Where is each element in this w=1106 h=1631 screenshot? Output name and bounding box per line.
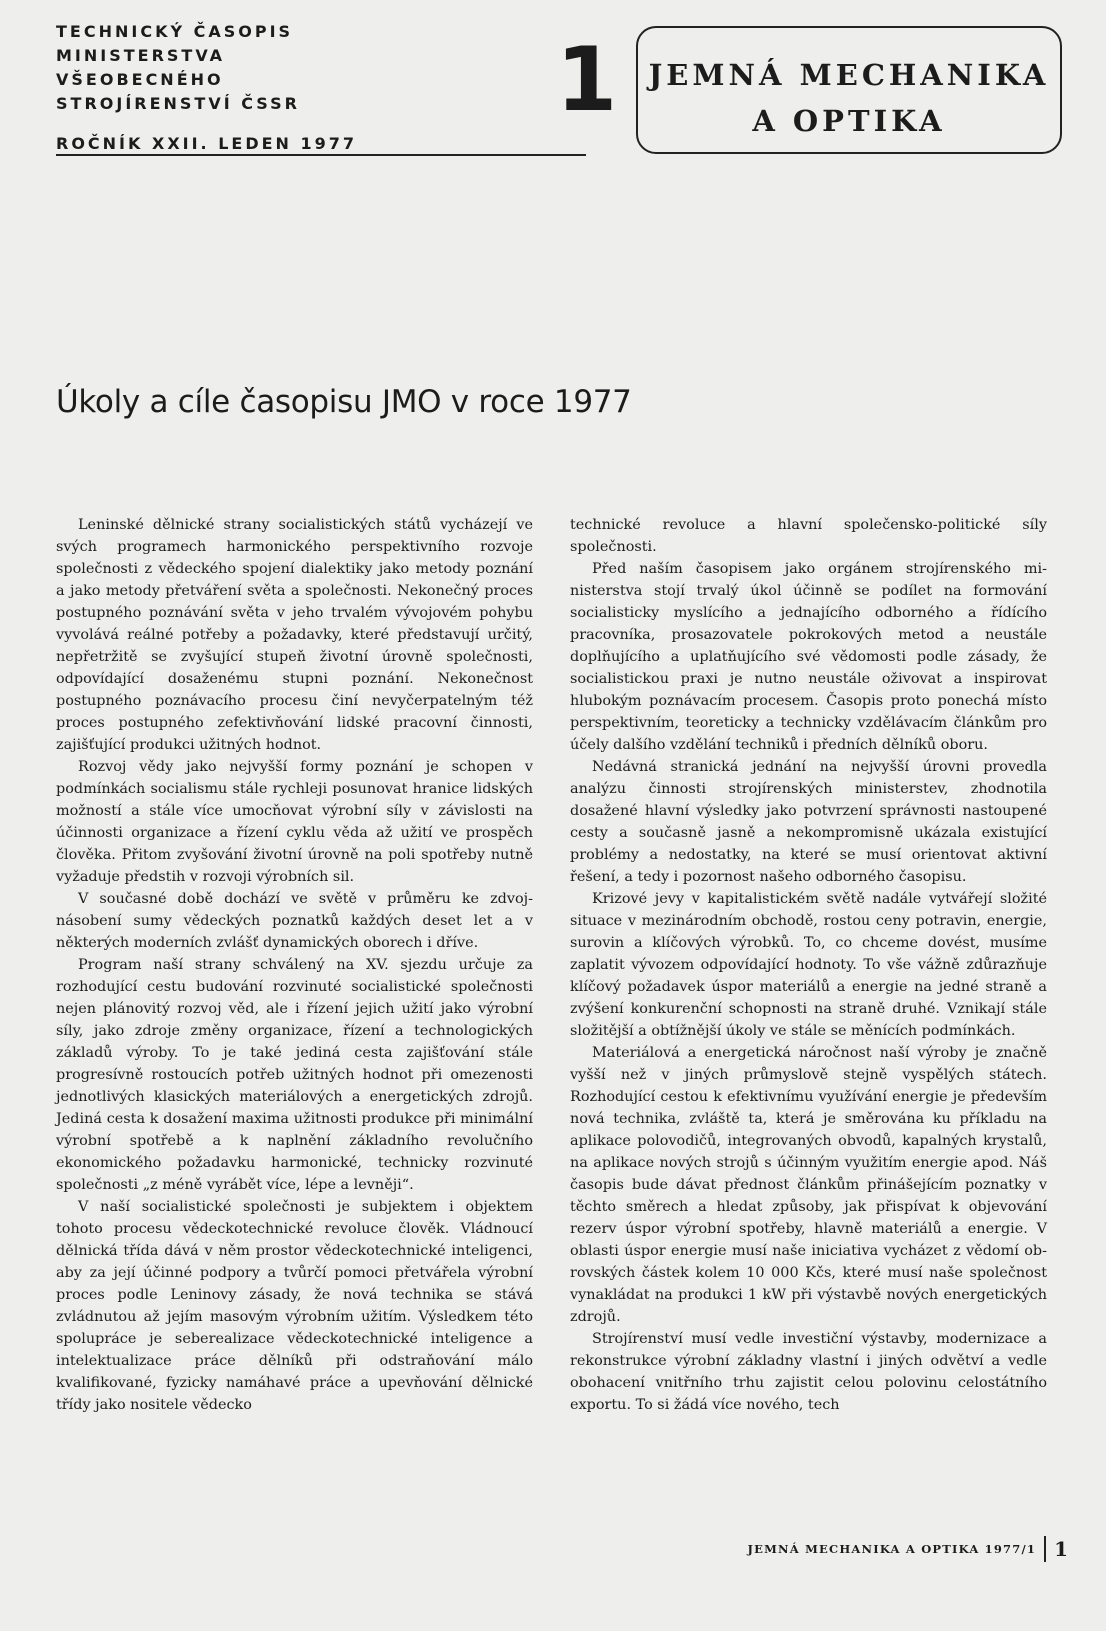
running-title: JEMNÁ MECHANIKA A OPTIKA 1977/1 bbox=[747, 1542, 1037, 1556]
paragraph: Nedávná stranická jednání na nejvyšší úrovni provedla analýzu činnosti strojírenských ministerstev, zhodnotila dosažené hlavní výsledky jako potvrzení správnosti nastoupené cesty a současně jasně a nekompromisně ukázala existující problémy a nedostatky, na které se musí orientovat aktivní řešení, a tedy i pozornost našeho odborného časopisu. bbox=[570, 759, 1047, 885]
paragraph: Program naší strany schválený na XV. sjezdu určuje za rozhodující cestu budování rozvinuté socialistické společnosti nejen plánovitý rozvoj věd, ale i řízení jejich užití jako výrobní síly, jako zdroje změny organizace, řízení a technologických základů výroby. To je také jediná cesta zajišťování stále progresívně rostoucích potřeb užitných hodnot při omezenosti jednotlivých klasických materiálových a energetických zdrojů. Jediná cesta k dosažení maxima užitnosti produkce při minimální výrobní spotřebě a k naplnění základního revolučního ekonomického požadavku harmonické, technicky rozvinuté společnosti „z méně vyrábět více, lépe a levněji“. bbox=[56, 957, 533, 1193]
article-title: Úkoly a cíle časopisu JMO v roce 1977 bbox=[56, 384, 632, 420]
volume-date: ROČNÍK XXII. LEDEN 1977 bbox=[56, 134, 358, 153]
left-column bbox=[56, 514, 533, 1416]
paragraph: Strojírenství musí vedle investiční výstavby, modernizace a rekonstrukce výrobní základny vlastní i jiných odvětví a vedle obohacení vnitřního trhu zajistit celou polovinu celostátního exportu. To si žádá více nového, tech bbox=[570, 1331, 1047, 1413]
page-number: 1 bbox=[1054, 1537, 1068, 1561]
right-column bbox=[570, 514, 1047, 1416]
paragraph: Leninské dělnické strany socialistických států vycházejí ve svých programech harmonického perspektivního rozvoje společnosti z vědeckého spojení dialektiky jako metody poznání a jako metody přetváření světa a společnosti. Nekonečný proces postupného poznávání světa v jeho trvalém vývojovém pohybu vyvolává reálné potřeby a požadavky, které představují určitý, nepřetržitě se zvyšující stupeň životní úrovně společnosti, odpovídající dosaženému stupni poznání. Nekonečnost postupného poznávacího procesu činí nevyčerpatelným též proces postupného zefektivňování lidské pracovní činnosti, zajišťující produkci užitných hodnot. bbox=[56, 517, 533, 753]
paragraph: technické revoluce a hlavní společensko-politické síly společnosti. bbox=[570, 517, 1047, 555]
journal-title-box bbox=[636, 26, 1062, 154]
paragraph: Rozvoj vědy jako nejvyšší formy poznání je schopen v podmínkách socialismu stále rychleji posunovat hranice lidských možností a stále více umocňovat výrobní síly v závislosti na účinnosti organizace a řízení cyklu věda až užití ve prospěch člověka. Přitom zvyšování životní úrovně na poli spotřeby nutně vyžaduje předstih v rozvoji výrobních sil. bbox=[56, 759, 533, 885]
paragraph: Materiálová a energetická náročnost naší výroby je značně vyšší než v jiných průmyslově stejně vyspělých státech. Rozhodující cestou k efektivnímu využívání energie je především nová technika, zvláště ta, která je směrována ku příkladu na aplikace polovodičů, integrovaných obvodů, kapalných krystalů, na aplikace nových strojů s účinným využitím energie apod. Náš časopis bude dávat přednost článkům přinášejícím poznatky v těchto směrech a hledat způsoby, jak přispívat k objevování rezerv úspor výrobní spotřeby, hlavně materiálů a energie. V oblasti úspor energie musí naše iniciativa vycházet z vědomí obrovských částek kolem 10 000 Kčs, které musí naše společnost vynakládat na produkci 1 kW při výstavbě nových energetických zdrojů. bbox=[570, 1045, 1047, 1325]
publisher-line: MINISTERSTVA VŠEOBECNÉHO bbox=[56, 46, 226, 89]
issue-number: 1 bbox=[556, 28, 618, 131]
header-rule bbox=[56, 154, 586, 156]
paragraph: Krizové jevy v kapitalistickém světě nadále vytvářejí složité situace v mezinárodním obchodě, rostou ceny potravin, energie, surovin a klíčových výrobků. To, co chceme dovést, musíme zaplatit vývozem odpovídající hodnoty. To vše vážně zdůrazňuje klíčový požadavek úspor materiálů a energie na jedné straně a zvýšení konkurenční schopnosti na straně druhé. Vznikají stále složitější a obtížnější úkoly ve stále se měnících podmínkách. bbox=[570, 891, 1047, 1039]
journal-title-line: JEMNÁ MECHANIKA bbox=[648, 58, 1050, 92]
paragraph: Před naším časopisem jako orgánem strojírenského ministerstva stojí trvalý úkol účinně se podílet na formování socialisticky myslícího a jednajícího odborného a řídícího pracovníka, prosazovatele pokrokových metod a neustále doplňujícího a uplatňujícího své vědomosti podle zásady, že socialistickou praxi je nutno neustále oživovat a inspirovat hlubokým poznávacím procesem. Časopis proto ponechá místo perspektivním, teoreticky a technicky vzdělávacím článkům pro účely dalšího vzdělání techniků i předních dělníků oboru. bbox=[570, 561, 1047, 753]
publisher-line: STROJÍRENSTVÍ ČSSR bbox=[56, 94, 300, 113]
journal-title-line: A OPTIKA bbox=[752, 104, 946, 138]
publisher-block bbox=[56, 20, 386, 156]
page-footer bbox=[748, 1536, 1068, 1562]
publisher-line: TECHNICKÝ ČASOPIS bbox=[56, 22, 294, 41]
paragraph: V naší socialistické společnosti je subjektem i objektem tohoto procesu vědeckotechnické revoluce člověk. Vládnoucí dělnická třída dává v něm prostor vědeckotechnické inteligenci, aby za její účinné podpory a tvůrčí pomoci přetvářela výrobní proces podle Leninovy zásady, že nová technika se stává zvládnutou až jejím masovým výrobním užitím. Výsledkem této spolupráce je seberealizace vědeckotechnické inteligence a intelektualizace práce dělníků při odstraňování málo kvalifikované, fyzicky namáhavé práce a upevňování dělnické třídy jako nositele vědecko bbox=[56, 1199, 533, 1413]
footer-separator bbox=[1044, 1536, 1046, 1562]
paragraph: V současné době dochází ve světě v průměru ke zdvojnásobení sumy vědeckých poznatků každých deset let a v některých moderních zvlášť dynamických oborech i dříve. bbox=[56, 891, 533, 951]
